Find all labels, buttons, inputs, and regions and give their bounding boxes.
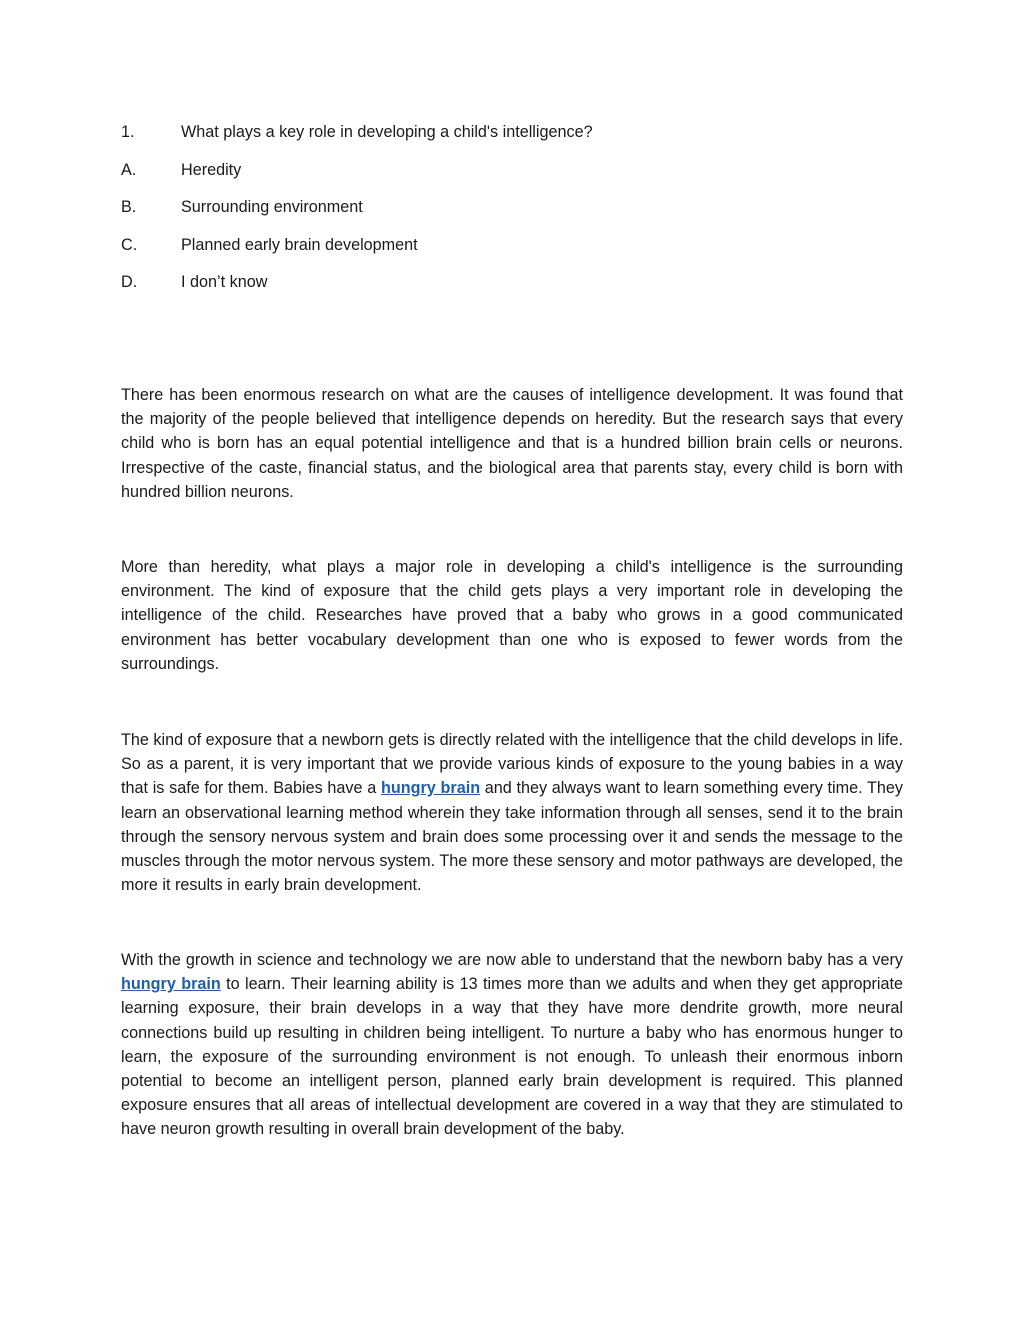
option-letter: B. (121, 198, 137, 217)
option-b (121, 196, 901, 234)
paragraph-exposure-text-start: The kind of exposure that a newborn gets is directly related with the intelligence that the child develops in life. So as a parent, it is very important that we provide various kinds of exposure to the young babies in a way that is safe for them. Babies have a (121, 731, 903, 798)
option-text: Planned early brain development (181, 235, 418, 254)
paragraph-exposure-text-end: and they always want to learn something every time. They learn an observational learning method wherein they take information through all senses, send it to the brain through the sensory nervous system and brain does some processing over it and sends the message to the muscles through the motor nervous system. The more these sensory and motor pathways are developed, the more it results in early brain development. (121, 779, 903, 895)
paragraph-science-text-start: With the growth in science and technology we are now able to understand that the newborn baby has a very (121, 951, 903, 969)
question-text: What plays a key role in developing a child's intelligence? (181, 123, 593, 141)
option-text: I don’t know (181, 273, 268, 292)
paragraph-environment: More than heredity, what plays a major role in developing a child's intelligence is the surrounding environment. The kind of exposure that the child gets plays a very important role in developing the intelligence of the child. Researches have proved that a baby who grows in a good communicated environment has better vocabulary development than one who is exposed to fewer words from the surroundings. (121, 558, 903, 673)
option-a (121, 159, 901, 197)
option-letter: A. (121, 160, 137, 179)
question-number: 1. (121, 123, 135, 141)
option-d (121, 271, 901, 309)
option-letter: C. (121, 235, 138, 254)
option-letter: D. (121, 273, 138, 292)
paragraph-exposure (121, 728, 903, 897)
option-c (121, 234, 901, 272)
paragraph-science-text-end: to learn. Their learning ability is 13 times more than we adults and when they get appropriate learning exposure, their brain develops in a way that they have more dendrite growth, more neural connections build up resulting in children being intelligent. To nurture a baby who has enormous hunger to learn, the exposure of the surrounding environment is not enough. To unleash their enormous inborn potential to become an intelligent person, planned early brain development is required. This planned exposure ensures that all areas of intellectual development are covered in a way that they are stimulated to have neuron growth resulting in overall brain development of the baby. (121, 975, 903, 1139)
option-text: Surrounding environment (181, 198, 363, 217)
paragraph-research: There has been enormous research on what are the causes of intelligence development. It was found that the majority of the people believed that intelligence depends on heredity. But the research says that every child who is born has an equal potential intelligence and that is a hundred billion brain cells or neurons. Irrespective of the caste, financial status, and the biological area that parents stay, every child is born with hundred billion neurons. (121, 386, 903, 501)
hungry-brain-link[interactable]: hungry brain (380, 779, 481, 798)
question-row (121, 121, 901, 159)
option-text: Heredity (181, 160, 242, 179)
hungry-brain-link-2[interactable]: hungry brain (121, 975, 221, 994)
quiz-question (121, 121, 901, 309)
paragraph-science (121, 948, 903, 1142)
